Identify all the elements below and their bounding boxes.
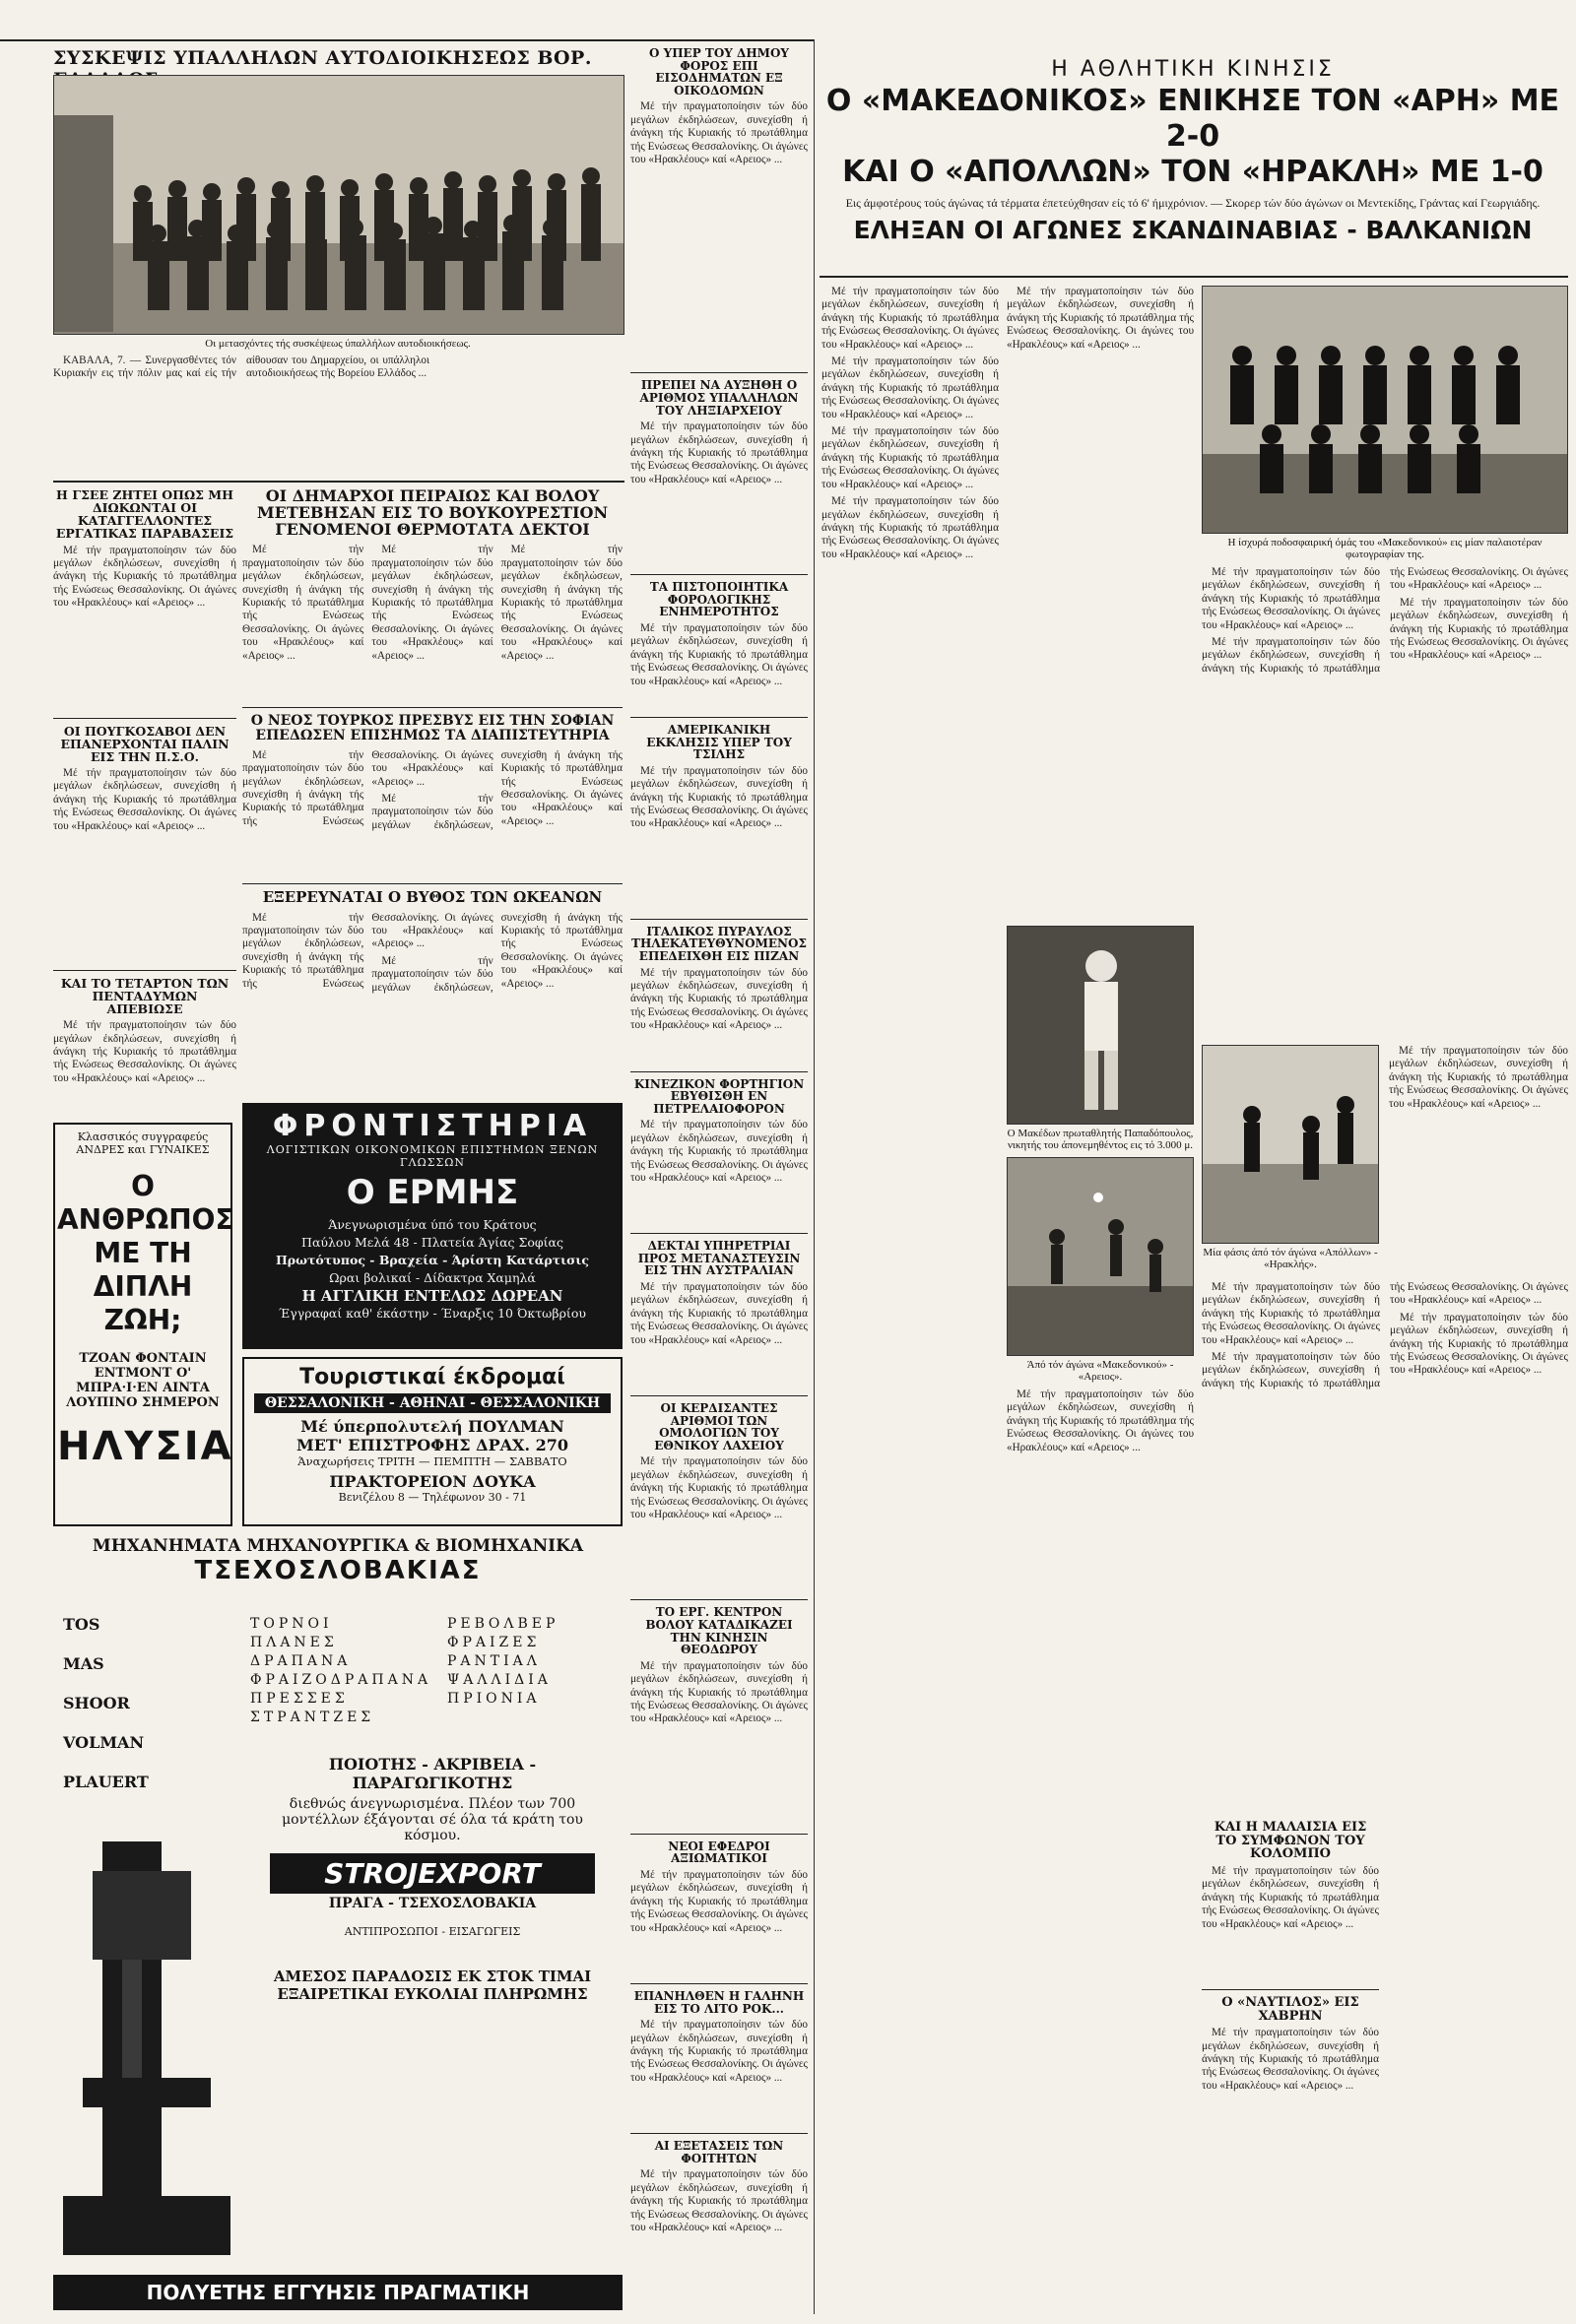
laxeio-body-text: Μέ τήν πραγματοποίησιν τών δύο μεγάλων έκδηλώσεων, συνεχίσθη ή άνάγκη τής Κυριακής τό πρωτάθλημα τής Ενώσεως Θεσσαλονίκης. Οι άγώνες του «Ηρακλέους» καί «Αρειος» ... <box>630 1455 808 1521</box>
gsee-body-text: Μέ τήν πραγματοποίησιν τών δύο μεγάλων έκδηλώσεων, συνεχίσθη ή άνάγκη τής Κυριακής τό πρωτάθλημα τής Ενώσεως Θεσσαλονίκης. Οι άγώνες του «Ηρακλέους» καί «Αρειος» ... <box>53 544 236 610</box>
dimarxoi-title: ΟΙ ΔΗΜΑΡΧΟΙ ΠΕΙΡΑΙΩΣ ΚΑΙ ΒΟΛΟΥ ΜΕΤΕΒΗΣΑΝ ΕΙΣ ΤΟ ΒΟΥΚΟΥΡΕΣΤΙΟΝ ΓΕΝΟΜΕΝΟΙ ΘΕΡΜΟΤΑΤΑ ΔΕΚΤΟΙ <box>256 486 609 539</box>
ofor-title: Ο ΥΠΕΡ ΤΟΥ ΔΗΜΟΥ ΦΟΡΟΣ ΕΠΙ ΕΙΣΟΔΗΜΑΤΩΝ ΕΞ ΟΙΚΟΔΟΜΩΝ <box>649 46 789 97</box>
pyravlos-title: ΙΤΑΛΙΚΟΣ ΠΥΡΑΥΛΟΣ ΤΗΛΕΚΑΤΕΥΘΥΝΟΜΕΝΟΣ ΕΠΕΔΕΙΧΘΗ ΕΙΣ ΠΙΖΑΝ <box>631 924 807 963</box>
dimarxoi-article <box>242 488 623 1030</box>
amerikaniki-body <box>630 765 808 913</box>
rule-1 <box>53 481 624 483</box>
match-image-1 <box>1203 1046 1379 1243</box>
ad-anthropos-intro: Κλασσικός συγγραφεύς ΑΝΔΡΕΣ και ΓΥΝΑΙΚΕΣ <box>76 1130 210 1156</box>
tool-revolver: ΡΕΒΟΛΒΕΡ <box>447 1616 559 1632</box>
team-image <box>1203 287 1568 533</box>
scandinavia-headline: ΕΛΗΞΑΝ ΟΙ ΑΓΩΝΕΣ ΣΚΑΝΔΙΝΑΒΙΑΣ - ΒΑΛΚΑΝΙΩΝ <box>853 216 1533 244</box>
syskepsis-photo <box>53 75 624 335</box>
kentron-title: ΤΟ ΕΡΓ. ΚΕΝΤΡΟΝ ΒΟΛΟΥ ΚΑΤΑΔΙΚΑΖΕΙ ΤΗΝ ΚΙΝΗΣΙΝ ΘΕΟΔΩΡΟΥ <box>645 1605 793 1657</box>
sports-col-2-lower <box>1007 1388 1194 2078</box>
ad-mixanimata <box>53 1536 623 2314</box>
pistopoiitika-body <box>630 622 808 711</box>
efedroi-body-text: Μέ τήν πραγματοποίησιν τών δύο μεγάλων έκδηλώσεων, συνεχίσθη ή άνάγκη τής Κυριακής τό πρωτάθλημα τής Ενώσεως Θεσσαλονίκης. Οι άγώνες του «Ηρακλέους» καί «Αρειος» ... <box>630 1869 808 1934</box>
ad-frontistiria-line-4: Ωραι βολικαί - Δίδακτρα Χαμηλά <box>329 1270 536 1285</box>
gsee-title: Η ΓΣΕΕ ΖΗΤΕΙ ΟΠΩΣ ΜΗ ΔΙΩΚΩΝΤΑΙ ΟΙ ΚΑΤΑΓΓΕΛΛΟΝΤΕΣ ΕΡΓΑΤΙΚΑΣ ΠΑΡΑΒΑΣΕΙΣ <box>55 487 234 542</box>
tool-tornoi: ΤΟΡΝΟΙ <box>250 1616 333 1632</box>
ofor-body-text: Μέ τήν πραγματοποίησιν τών δύο μεγάλων έκδηλώσεων, συνεχίσθη ή άνάγκη τής Κυριακής τό πρωτάθλημα τής Ενώσεως Θεσσαλονίκης. Οι άγώνες του «Ηρακλέους» καί «Αρειος» ... <box>630 100 808 165</box>
sports-col-2-p1: Μέ τήν πραγματοποίησιν τών δύο μεγάλων έκδηλώσεων, συνεχίσθη ή άνάγκη τής Κυριακής τό πρωτάθλημα τής Ενώσεως Θεσσαλονίκης. Οι άγώνες του «Ηρακλέους» καί «Αρειος» ... <box>1007 286 1194 351</box>
malaisia-body <box>1202 1865 1379 1983</box>
ad-frontistiria <box>242 1103 623 1349</box>
forthgion-body <box>630 1119 808 1227</box>
exetaseis-body-text: Μέ τήν πραγματοποίησιν τών δύο μεγάλων έκδηλώσεων, συνεχίσθη ή άνάγκη τής Κυριακής τό πρωτάθλημα τής Ενώσεως Θεσσαλονίκης. Οι άγώνες του «Ηρακλέους» καί «Αρειος» ... <box>630 2168 808 2233</box>
pistopoiitika-body-text: Μέ τήν πραγματοποίησιν τών δύο μεγάλων έκδηλώσεων, συνεχίσθη ή άνάγκη τής Κυριακής τό πρωτάθλημα τής Ενώσεως Θεσσαλονίκης. Οι άγώνες του «Ηρακλέους» καί «Αρειος» ... <box>630 621 808 687</box>
tetarton-title: ΚΑΙ ΤΟ ΤΕΤΑΡΤΟΝ ΤΩΝ ΠΕΝΤΑΔΥΜΩΝ ΑΠΕΒΙΩΣΕ <box>60 975 230 1017</box>
tourkos-body-text-2: Μέ τήν πραγματοποίησιν τών δύο μεγάλων έκδηλώσεων, συνεχίσθη ή άνάγκη τής Κυριακής τό πρωτάθλημα τής Ενώσεως Θεσσαλονίκης. Οι άγώνες του «Ηρακλέους» καί «Αρειος» ... <box>371 748 623 831</box>
ofor-body <box>630 100 808 366</box>
tourkos-body <box>242 749 623 877</box>
sports-col-3-p1: Μέ τήν πραγματοποίησιν τών δύο μεγάλων έκδηλώσεων, συνεχίσθη ή άνάγκη τής Κυριακής τό πρωτάθλημα τής Ενώσεως Θεσσαλονίκης. Οι άγώνες του «Ηρακλέους» καί «Αρειος» ... <box>1202 566 1380 631</box>
sports-col-3-p4: Μέ τήν πραγματοποίησιν τών δύο μεγάλων έκδηλώσεων, συνεχίσθη ή άνάγκη τής Κυριακής τό πρωτάθλημα τής Ενώσεως Θεσσαλονίκης. Οι άγώνες του «Ηρακλέους» καί «Αρειος» ... <box>1202 1281 1380 1346</box>
match-photo-1 <box>1202 1045 1379 1244</box>
brand-plauert: PLAUERT <box>63 1773 149 1791</box>
sports-col-3 <box>1202 286 1568 2304</box>
amerikaniki-body-text: Μέ τήν πραγματοποίησιν τών δύο μεγάλων έκδηλώσεων, συνεχίσθη ή άνάγκη τής Κυριακής τό πρωτάθλημα τής Ενώσεως Θεσσαλονίκης. Οι άγώνες του «Ηρακλέους» καί «Αρειος» ... <box>630 764 808 830</box>
sports-col-3-p2: Μέ τήν πραγματοποίησιν τών δύο μεγάλων έκδηλώσεων, συνεχίσθη ή άνάγκη τής Κυριακής τό πρωτάθλημα τής Ενώσεως Θεσσαλονίκης. Οι άγώνες του «Ηρακλέους» καί «Αρειος» ... <box>1202 566 1568 675</box>
tool-radial: ΡΑΝΤΙΑΛ <box>447 1653 541 1669</box>
ad-quality: ΠΟΙΟΤΗΣ - ΑΚΡΙΒΕΙΑ - ΠΑΡΑΓΩΓΙΚΟΤΗΣ <box>328 1755 537 1792</box>
ad-frontistiria-title: ΦΡΟΝΤΙΣΤΗΡΙΑ <box>272 1109 593 1143</box>
ipallilon-title: ΠΡΕΠΕΙ ΝΑ ΑΥΞΗΘΗ Ο ΑΡΙΘΜΟΣ ΥΠΑΛΛΗΛΩΝ ΤΟΥ ΛΗΞΙΑΡΧΕΙΟΥ <box>639 378 799 418</box>
ad-anthropos-title: Ο ΑΝΘΡΩΠΟΣ ΜΕ ΤΗ ΔΙΠΛΗ ΖΩΗ; <box>57 1170 234 1336</box>
ad-frontistiria-line-5: Η ΑΓΓΛΙΚΗ ΕΝΤΕΛΩΣ ΔΩΡΕΑΝ <box>301 1287 563 1305</box>
ad-frontistiria-line-6: Έγγραφαί καθ' έκάστην - Έναρξις 10 Όκτωβρίου <box>279 1306 586 1321</box>
match-photo-2 <box>1007 1157 1194 1356</box>
ad-anthropos <box>53 1123 232 1526</box>
tool-psallidia: ΨΑΛΛΙΔΙΑ <box>447 1672 552 1688</box>
sports-col-3-p3: Μέ τήν πραγματοποίησιν τών δύο μεγάλων έκδηλώσεων, συνεχίσθη ή άνάγκη τής Κυριακής τό πρωτάθλημα τής Ενώσεως Θεσσαλονίκης. Οι άγώνες του «Ηρακλέους» καί «Αρειος» ... <box>1390 596 1568 662</box>
pistopoiitika-title: ΤΑ ΠΙΣΤΟΠΟΙΗΤΙΚΑ ΦΟΡΟΛΟΓΙΚΗΣ ΕΝΗΜΕΡΟΤΗΤΟΣ <box>649 580 789 619</box>
dimarxoi-body-text: Μέ τήν πραγματοποίησιν τών δύο μεγάλων έκδηλώσεων, συνεχίσθη ή άνάγκη τής Κυριακής τό πρωτάθλημα τής Ενώσεως Θεσσαλονίκης. Οι άγώνες του «Ηρακλέους» καί «Αρειος» ... <box>242 544 364 662</box>
match-caption-2: Άπό τόν άγώνα «Μακεδονικού» - «Αρειος». <box>1026 1359 1174 1383</box>
match-image-2 <box>1008 1158 1194 1355</box>
sports-col-3-side <box>1389 1045 1568 1281</box>
sports-lead: Εις άμφοτέρους τούς άγώνας τά τέρματα έπετεύχθησαν είς τό 6' ήμιχρόνιον. — Σκορερ τών δύο άγώνων οι Μεντεκίδης, Γράντας καί Γεωργιάδης. <box>845 196 1541 210</box>
group-photo-image <box>54 76 624 334</box>
team-photo <box>1202 286 1568 534</box>
ad-delivery: ΑΜΕΣΟΣ ΠΑΡΑΔΟΣΙΣ ΕΚ ΣΤΟΚ ΤΙΜΑΙ ΕΞΑΙΡΕΤΙΚΑΙ ΕΥΚΟΛΙΑΙ ΠΛΗΡΩΜΗΣ <box>273 1968 592 2003</box>
kentron-body-text: Μέ τήν πραγματοποίησιν τών δύο μεγάλων έκδηλώσεων, συνεχίσθη ή άνάγκη τής Κυριακής τό πρωτάθλημα τής Ενώσεως Θεσσαλονίκης. Οι άγώνες του «Ηρακλέους» καί «Αρειος» ... <box>630 1659 808 1725</box>
dimarxoi-body <box>242 544 623 701</box>
ad-anthropos-cast: ΤΖΟΑΝ ΦΟΝΤΑΙΝ ΕΝΤΜΟΝΤ Ο' ΜΠΡΑ·Ι·ΕΝ ΑΙΝΤΑ ΛΟΥΠΙΝΟ ΣΗΜΕΡΟΝ <box>66 1351 220 1410</box>
ipallilon-body <box>630 420 808 568</box>
efedroi-title: ΝΕΟΙ ΕΦΕΔΡΟΙ ΑΞΙΩΜΑΤΙΚΟΙ <box>668 1839 770 1866</box>
sports-rule <box>820 276 1568 278</box>
tool-presses: ΠΡΕΣΣΕΣ <box>250 1691 349 1707</box>
laxeio-body <box>630 1455 808 1593</box>
malaisia-body-text: Μέ τήν πραγματοποίησιν τών δύο μεγάλων έκδηλώσεων, συνεχίσθη ή άνάγκη τής Κυριακής τό πρωτάθλημα τής Ενώσεως Θεσσαλονίκης. Οι άγώνες του «Ηρακλέους» καί «Αρειος» ... <box>1202 1864 1379 1930</box>
ad-ekdromai-price: ΜΕΤ' ΕΠΙΣΤΡΟΦΗΣ ΔΡΑΧ. 270 <box>296 1436 568 1454</box>
brand-mas: MAS <box>63 1654 104 1673</box>
ad-tools-right <box>447 1615 615 1709</box>
ad-strojexport-sub: ΠΡΑΓΑ - ΤΣΕΧΟΣΛΟΒΑΚΙΑ <box>328 1896 537 1911</box>
brand-tos: TOS <box>63 1615 100 1634</box>
tool-fraizodrapana: ΦΡΑΙΖΟΔΡΑΠΑΝΑ <box>250 1672 432 1688</box>
ad-frontistiria-sub: ΛΟΓΙΣΤΙΚΩΝ ΟΙΚΟΝΟΜΙΚΩΝ ΕΠΙΣΤΗΜΩΝ ΞΕΝΩΝ ΓΛΩΣΣΩΝ <box>266 1143 599 1169</box>
dimarxoi-body-text-2: Μέ τήν πραγματοποίησιν τών δύο μεγάλων έκδηλώσεων, συνεχίσθη ή άνάγκη τής Κυριακής τό πρωτάθλημα τής Ενώσεως Θεσσαλονίκης. Οι άγώνες του «Ηρακλέους» καί «Αρειος» ... <box>371 544 493 662</box>
malaisia-title: ΚΑΙ Η ΜΑΛΑΙΣΙΑ ΕΙΣ ΤΟ ΣΥΜΦΩΝΟΝ ΤΟΥ ΚΟΛΟΜΠΟ <box>1214 1820 1367 1862</box>
ipallilon-body-text: Μέ τήν πραγματοποίησιν τών δύο μεγάλων έκδηλώσεων, συνεχίσθη ή άνάγκη τής Κυριακής τό πρωτάθλημα τής Ενώσεως Θεσσαλονίκης. Οι άγώνες του «Ηρακλέους» καί «Αρειος» ... <box>630 420 808 485</box>
ad-brands <box>63 1605 162 1802</box>
okeanon-title: ΕΞΕΡΕΥΝΑΤΑΙ Ο ΒΥΘΟΣ ΤΩΝ ΩΚΕΑΝΩΝ <box>262 887 603 906</box>
ad-frontistiria-line-3: Πρωτότυπος - Βραχεία - Άρίστη Κατάρτισις <box>275 1253 589 1267</box>
pougkos-title: ΟΙ ΠΟΥΓΚΟΣΑΒΟΙ ΔΕΝ ΕΠΑΝΕΡΧΟΝΤΑΙ ΠΑΛΙΝ ΕΙΣ ΤΗΝ Π.Σ.Ο. <box>60 723 230 764</box>
syskepsis-article-text: ΚΑΒΑΛΑ, 7. — Συνεργασθέντες τόν Κυριακήν εις τήν πόλιν μας καί είς τήν αίθουσαν του Δημαρχείου, οι υπάλληλοι αυτοδιοικήσεως τής Βορείου Ελλάδος ... <box>53 355 429 380</box>
tool-prionia: ΠΡΙΟΝΙΑ <box>447 1691 541 1707</box>
ad-ekdromai-bus: Μέ ύπερπολυτελή ΠΟΥΛΜΑΝ <box>300 1417 564 1436</box>
page-gutter <box>814 39 815 2314</box>
ad-mixanimata-country: ΤΣΕΧΟΣΛΟΒΑΚΙΑΣ <box>194 1556 482 1585</box>
sports-col-1-p3: Μέ τήν πραγματοποίησιν τών δύο μεγάλων έκδηλώσεων, συνεχίσθη ή άνάγκη τής Κυριακής τό πρωτάθλημα τής Ενώσεως Θεσσαλονίκης. Οι άγώνες του «Ηρακλέους» καί «Αρειος» ... <box>821 425 999 490</box>
tool-fraizes: ΦΡΑΙΖΕΣ <box>447 1635 541 1650</box>
tool-drapana: ΔΡΑΠΑΝΑ <box>250 1653 352 1669</box>
forthgion-title: ΚΙΝΕΖΙΚΟΝ ΦΟΡΤΗΓΙΟΝ ΕΒΥΘΙΣΘΗ ΕΝ ΠΕΤΡΕΛΑΙΟΦΟΡΟΝ <box>633 1076 805 1116</box>
efedroi-body <box>630 1869 808 1977</box>
gsee-body <box>53 545 236 712</box>
ad-reps: ΑΝΤΙΠΡΟΣΩΠΟΙ - ΕΙΣΑΓΩΓΕΙΣ <box>344 1925 521 1938</box>
sports-col-1 <box>821 286 999 2304</box>
ad-frontistiria-line-2: Παύλου Μελά 48 - Πλατεία Άγίας Σοφίας <box>301 1235 563 1250</box>
match-caption-1: Μία φάσις άπό τόν άγώνα «Απόλλων» - «Ηρακλής». <box>1203 1247 1378 1270</box>
ad-tools-left <box>250 1615 432 1727</box>
runner-image <box>1008 927 1194 1124</box>
tool-planes: ΠΛΑΝΕΣ <box>250 1635 338 1650</box>
nautilos-body-text: Μέ τήν πραγματοποίησιν τών δύο μεγάλων έκδηλώσεων, συνεχίσθη ή άνάγκη τής Κυριακής τό πρωτάθλημα τής Ενώσεως Θεσσαλονίκης. Οι άγώνες του «Ηρακλέους» καί «Αρειος» ... <box>1202 2027 1379 2092</box>
left-narrow-col <box>630 47 808 2277</box>
sports-col-3-text <box>1202 566 1568 1039</box>
tourkos-body-text: Μέ τήν πραγματοποίησιν τών δύο μεγάλων έκδηλώσεων, συνεχίσθη ή άνάγκη τής Κυριακής τό πρωτάθλημα τής Ενώσεως Θεσσαλονίκης. Οι άγώνες του «Ηρακλέους» καί «Αρειος» ... <box>242 748 493 827</box>
ad-frontistiria-name: Ο ΕΡΜΗΣ <box>346 1173 519 1212</box>
nautilos-title: Ο «ΝΑΥΤΙΛΟΣ» ΕΙΣ ΧΑΒΡΗΝ <box>1221 1994 1359 2024</box>
sports-col-1-p2: Μέ τήν πραγματοποίησιν τών δύο μεγάλων έκδηλώσεων, συνεχίσθη ή άνάγκη τής Κυριακής τό πρωτάθλημα τής Ενώσεως Θεσσαλονίκης. Οι άγώνες του «Ηρακλέους» καί «Αρειος» ... <box>821 355 999 420</box>
ad-mixanimata-title: ΜΗΧΑΝΗΜΑΤΑ ΜΗΧΑΝΟΥΡΓΙΚΑ & ΒΙΟΜΗΧΑΝΙΚΑ <box>92 1536 584 1556</box>
tetarton-body <box>53 1019 236 1137</box>
sports-col-3-side-p: Μέ τήν πραγματοποίησιν τών δύο μεγάλων έκδηλώσεων, συνεχίσθη ή άνάγκη τής Κυριακής τό πρωτάθλημα τής Ενώσεως Θεσσαλονίκης. Οι άγώνες του «Ηρακλέους» καί «Αρειος» ... <box>1389 1045 1568 1110</box>
ad-frontistiria-line-1: Άνεγνωρισμένα ύπό του Κράτους <box>328 1217 537 1232</box>
machine-drawing-icon <box>63 1832 230 2275</box>
brand-shoor: SHOOR <box>63 1694 130 1712</box>
tool-strantzes: ΣΤΡΑΝΤΖΕΣ <box>250 1710 375 1725</box>
sports-section-title: Η ΑΘΛΗΤΙΚΗ ΚΙΝΗΣΙΣ <box>1051 57 1335 82</box>
sports-col-2-p2: Μέ τήν πραγματοποίησιν τών δύο μεγάλων έκδηλώσεων, συνεχίσθη ή άνάγκη τής Κυριακής τό πρωτάθλημα τής Ενώσεως Θεσσαλονίκης. Οι άγώνες του «Ηρακλέους» καί «Αρειος» ... <box>1007 1388 1194 1453</box>
syskepsis-caption: Οι μετασχόντες τής συσκέψεως ύπαλλήλων αυτοδιοικήσεως. <box>205 338 471 350</box>
amerikaniki-title: ΑΜΕΡΙΚΑΝΙΚΗ ΕΚΚΛΗΣΙΣ ΥΠΕΡ ΤΟΥ ΤΣΙΛΗΣ <box>646 722 792 762</box>
ad-ekdromai-days: Άναχωρήσεις ΤΡΙΤΗ — ΠΕΜΠΤΗ — ΣΑΒΒΑΤΟ <box>297 1454 567 1468</box>
exetaseis-title: ΑΙ ΕΞΕΤΑΣΕΙΣ ΤΩΝ ΦΟΙΤΗΤΩΝ <box>654 2139 784 2165</box>
ad-ekdromai-addr: Βενιζέλου 8 — Τηλέφωνον 30 - 71 <box>338 1491 527 1504</box>
sports-headline-1: Ο «ΜΑΚΕΔΟΝΙΚΟΣ» ΕΝΙΚΗΣΕ ΤΟΝ «ΑΡΗ» ΜΕ 2-0 <box>825 84 1560 154</box>
forthgion-body-text: Μέ τήν πραγματοποίησιν τών δύο μεγάλων έκδηλώσεων, συνεχίσθη ή άνάγκη τής Κυριακής τό πρωτάθλημα τής Ενώσεως Θεσσαλονίκης. Οι άγώνες του «Ηρακλέους» καί «Αρειος» ... <box>630 1119 808 1184</box>
sports-headline-2: ΚΑΙ Ο «ΑΠΟΛΛΩΝ» ΤΟΝ «ΗΡΑΚΛΗ» ΜΕ 1-0 <box>842 155 1543 189</box>
okeanon-body-text-2: Μέ τήν πραγματοποίησιν τών δύο μεγάλων έκδηλώσεων, συνεχίσθη ή άνάγκη τής Κυριακής τό πρωτάθλημα τής Ενώσεως Θεσσαλονίκης. Οι άγώνες του «Ηρακλέους» καί «Αρειος» ... <box>371 911 623 994</box>
sports-col-2 <box>1007 286 1194 2304</box>
galini-body-text: Μέ τήν πραγματοποίησιν τών δύο μεγάλων έκδηλώσεων, συνεχίσθη ή άνάγκη τής Κυριακής τό πρωτάθλημα τής Ενώσεως Θεσσαλονίκης. Οι άγώνες του «Ηρακλέους» καί «Αρειος» ... <box>630 2019 808 2084</box>
kentron-body <box>630 1660 808 1828</box>
runner-photo <box>1007 926 1194 1125</box>
nautilos-body <box>1202 2027 1379 2105</box>
team-caption: Η ίσχυρά ποδοσφαιρική όμάς του «Μακεδονικού» εις μίαν παλαιοτέραν φωτογραφίαν της. <box>1227 537 1543 560</box>
pyravlos-body-text: Μέ τήν πραγματοποίησιν τών δύο μεγάλων έκδηλώσεων, συνεχίσθη ή άνάγκη τής Κυριακής τό πρωτάθλημα τής Ενώσεως Θεσσαλονίκης. Οι άγώνες του «Ηρακλέους» καί «Αρειος» ... <box>630 966 808 1032</box>
left-page-top-rule <box>0 39 814 41</box>
pougkos-body <box>53 767 236 964</box>
ad-strojexport: STROJEXPORT <box>270 1853 595 1894</box>
tourkos-title: Ο ΝΕΟΣ ΤΟΥΡΚΟΣ ΠΡΕΣΒΥΣ ΕΙΣ ΤΗΝ ΣΟΦΙΑΝ ΕΠΕΔΩΣΕΝ ΕΠΙΣΗΜΩΣ ΤΑ ΔΙΑΠΙΣΤΕΥΤΗΡΙΑ <box>250 713 615 744</box>
pyravlos-body <box>630 967 808 1065</box>
sports-col-1-p1: Μέ τήν πραγματοποίησιν τών δύο μεγάλων έκδηλώσεων, συνεχίσθη ή άνάγκη τής Κυριακής τό πρωτάθλημα τής Ενώσεως Θεσσαλονίκης. Οι άγώνες του «Ηρακλέους» καί «Αρειος» ... <box>821 286 999 351</box>
ad-ekdromai-agency: ΠΡΑΚΤΟΡΕΙΟΝ ΔΟΥΚΑ <box>329 1472 536 1491</box>
okeanon-body-text: Μέ τήν πραγματοποίησιν τών δύο μεγάλων έκδηλώσεων, συνεχίσθη ή άνάγκη τής Κυριακής τό πρωτάθλημα τής Ενώσεως Θεσσαλονίκης. Οι άγώνες του «Ηρακλέους» καί «Αρειος» ... <box>242 911 493 990</box>
syskepsis-title: ΣΥΣΚΕΨΙΣ ΥΠΑΛΛΗΛΩΝ ΑΥΤΟΔΙΟΙΚΗΣΕΩΣ ΒΟΡ. <box>53 47 592 69</box>
ad-ekdromai-route: ΘΕΣΣΑΛΟΝΙΚΗ - ΑΘΗΝΑΙ - ΘΕΣΣΑΛΟΝΙΚΗ <box>254 1393 611 1413</box>
exetaseis-body <box>630 2168 808 2277</box>
ad-bottom-banner: ΠΟΛΥΕΤΗΣ ΕΓΓΥΗΣΙΣ ΠΡΑΓΜΑΤΙΚΗ <box>53 2275 623 2310</box>
laxeio-title: ΟΙ ΚΕΡΔΙΣΑΝΤΕΣ ΑΡΙΘΜΟΙ ΤΩΝ ΟΜΟΛΟΓΙΩΝ ΤΟΥ ΕΘΝΙΚΟΥ ΛΑΧΕΙΟΥ <box>654 1401 784 1452</box>
ypiretriai-title: ΔΕΚΤΑΙ ΥΠΗΡΕΤΡΙΑΙ ΠΡΟΣ ΜΕΤΑΝΑΣΤΕΥΣΙΝ ΕΙΣ ΤΗΝ ΑΥΣΤΡΑΛΙΑΝ <box>637 1239 801 1278</box>
sports-col-3-p6: Μέ τήν πραγματοποίησιν τών δύο μεγάλων έκδηλώσεων, συνεχίσθη ή άνάγκη τής Κυριακής τό πρωτάθλημα τής Ενώσεως Θεσσαλονίκης. Οι άγώνες του «Ηρακλέους» καί «Αρειος» ... <box>1390 1311 1568 1377</box>
tetarton-body-text: Μέ τήν πραγματοποίησιν τών δύο μεγάλων έκδηλώσεων, συνεχίσθη ή άνάγκη τής Κυριακής τό πρωτάθλημα τής Ενώσεως Θεσσαλονίκης. Οι άγώνες του «Ηρακλέους» καί «Αρειος» ... <box>53 1019 236 1084</box>
brand-volman: VOLMAN <box>63 1733 145 1752</box>
sports-col-3-p5: Μέ τήν πραγματοποίησιν τών δύο μεγάλων έκδηλώσεων, συνεχίσθη ή άνάγκη τής Κυριακής τό πρωτάθλημα τής Ενώσεως Θεσσαλονίκης. Οι άγώνες του «Ηρακλέους» καί «Αρειος» ... <box>1202 1281 1568 1389</box>
ad-ekdromai <box>242 1357 623 1526</box>
runner-caption: Ο Μακέδων πρωταθλητής Παπαδόπουλος, νικητής του άπονεμηθέντος εις τό 3.000 μ. <box>1007 1128 1194 1151</box>
ad-quality-text: διεθνώς άνεγνωρισμένα. Πλέον των 700 μοντέλλων έξάγονται σέ όλα τά κράτη του κόσμου. <box>282 1796 583 1843</box>
ad-anthropos-cinema: ΗΛΥΣΙΑ <box>57 1424 233 1469</box>
syskepsis-article <box>53 355 623 475</box>
ad-ekdromai-title: Τουριστικαί έκδρομαί <box>299 1365 565 1389</box>
sports-col-3-lower <box>1202 1281 1568 1813</box>
okeanon-body <box>242 912 623 1030</box>
sports-col-1-p4: Μέ τήν πραγματοποίησιν τών δύο μεγάλων έκδηλώσεων, συνεχίσθη ή άνάγκη τής Κυριακής τό πρωτάθλημα τής Ενώσεως Θεσσαλονίκης. Οι άγώνες του «Ηρακλέους» καί «Αρειος» ... <box>821 495 999 560</box>
pougkos-body-text: Μέ τήν πραγματοποίησιν τών δύο μεγάλων έκδηλώσεων, συνεχίσθη ή άνάγκη τής Κυριακής τό πρωτάθλημα τής Ενώσεως Θεσσαλονίκης. Οι άγώνες του «Ηρακλέους» καί «Αρειος» ... <box>53 766 236 832</box>
gsee-article <box>53 488 236 1137</box>
dimarxoi-body-text-3: Μέ τήν πραγματοποίησιν τών δύο μεγάλων έκδηλώσεων, συνεχίσθη ή άνάγκη τής Κυριακής τό πρωτάθλημα τής Ενώσεως Θεσσαλονίκης. Οι άγώνες του «Ηρακλέους» καί «Αρειος» ... <box>500 544 623 662</box>
ypiretriai-body <box>630 1281 808 1389</box>
galini-body <box>630 2019 808 2127</box>
sports-col-2-text <box>1007 286 1194 926</box>
ypiretriai-body-text: Μέ τήν πραγματοποίησιν τών δύο μεγάλων έκδηλώσεων, συνεχίσθη ή άνάγκη τής Κυριακής τό πρωτάθλημα τής Ενώσεως Θεσσαλονίκης. Οι άγώνες του «Ηρακλέους» καί «Αρειος» ... <box>630 1281 808 1346</box>
galini-title: ΕΠΑΝΗΛΘΕΝ Η ΓΑΛΗΝΗ ΕΙΣ ΤΟ ΛΙΤΟ ΡΟΚ... <box>633 1989 805 2016</box>
